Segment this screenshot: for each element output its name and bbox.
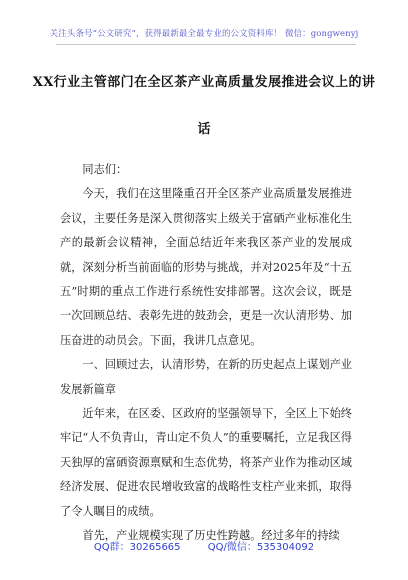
header-note: 关注头条号“公文研究”，获得最新最全最专业的公文资料库！ 微信：gongwenyj (49, 29, 359, 39)
paragraph-first-point: 首先，产业规模实现了历史性跨越。经过多年的持续 (82, 529, 340, 543)
section-heading-1: 一、回顾过去，认清形势，在新的历史起点上谋划产业发展新篇章 (60, 358, 352, 396)
salutation: 同志们： (82, 163, 128, 176)
paragraph-intro: 今天，我们在这里隆重召开全区茶产业高质量发展推进会议，主要任务是深入贯彻落实上级关于富硒产业标准化生产的最新会议精神，全面总结近年来我区茶产业的发展成就，深刻分析当前面临的形势与挑战，并对2025年及“十五五”时期的重点工作进行系统性安排部署。这次会议，既是一次回顾总结、表彰先进的鼓劲会，更是一次认清形势、加压奋进的动员会。下面，我讲几点意见。 (60, 187, 352, 347)
footer-qq-group: QQ群：30265665 (93, 542, 181, 553)
footer-qq-wechat: QQ/微信：535304092 (207, 542, 315, 553)
document-body (60, 158, 352, 549)
footer-contact (0, 538, 408, 553)
document-title-line2: 话 (197, 122, 211, 137)
paragraph-review: 近年来，在区委、区政府的坚强领导下，全区上下始终牢记“人不负青山，青山定不负人”的重要嘱托，立足我区得天独厚的富硒资源禀赋和生态优势，将茶产业作为推动区域经济发展、促进农民增收致富的战略性支柱产业来抓，取得了令人瞩目的成绩。 (60, 407, 352, 518)
document-title-line1: XX行业主管部门在全区茶产业高质量发展推进会议上的讲 (32, 75, 376, 90)
header-divider (56, 44, 356, 45)
